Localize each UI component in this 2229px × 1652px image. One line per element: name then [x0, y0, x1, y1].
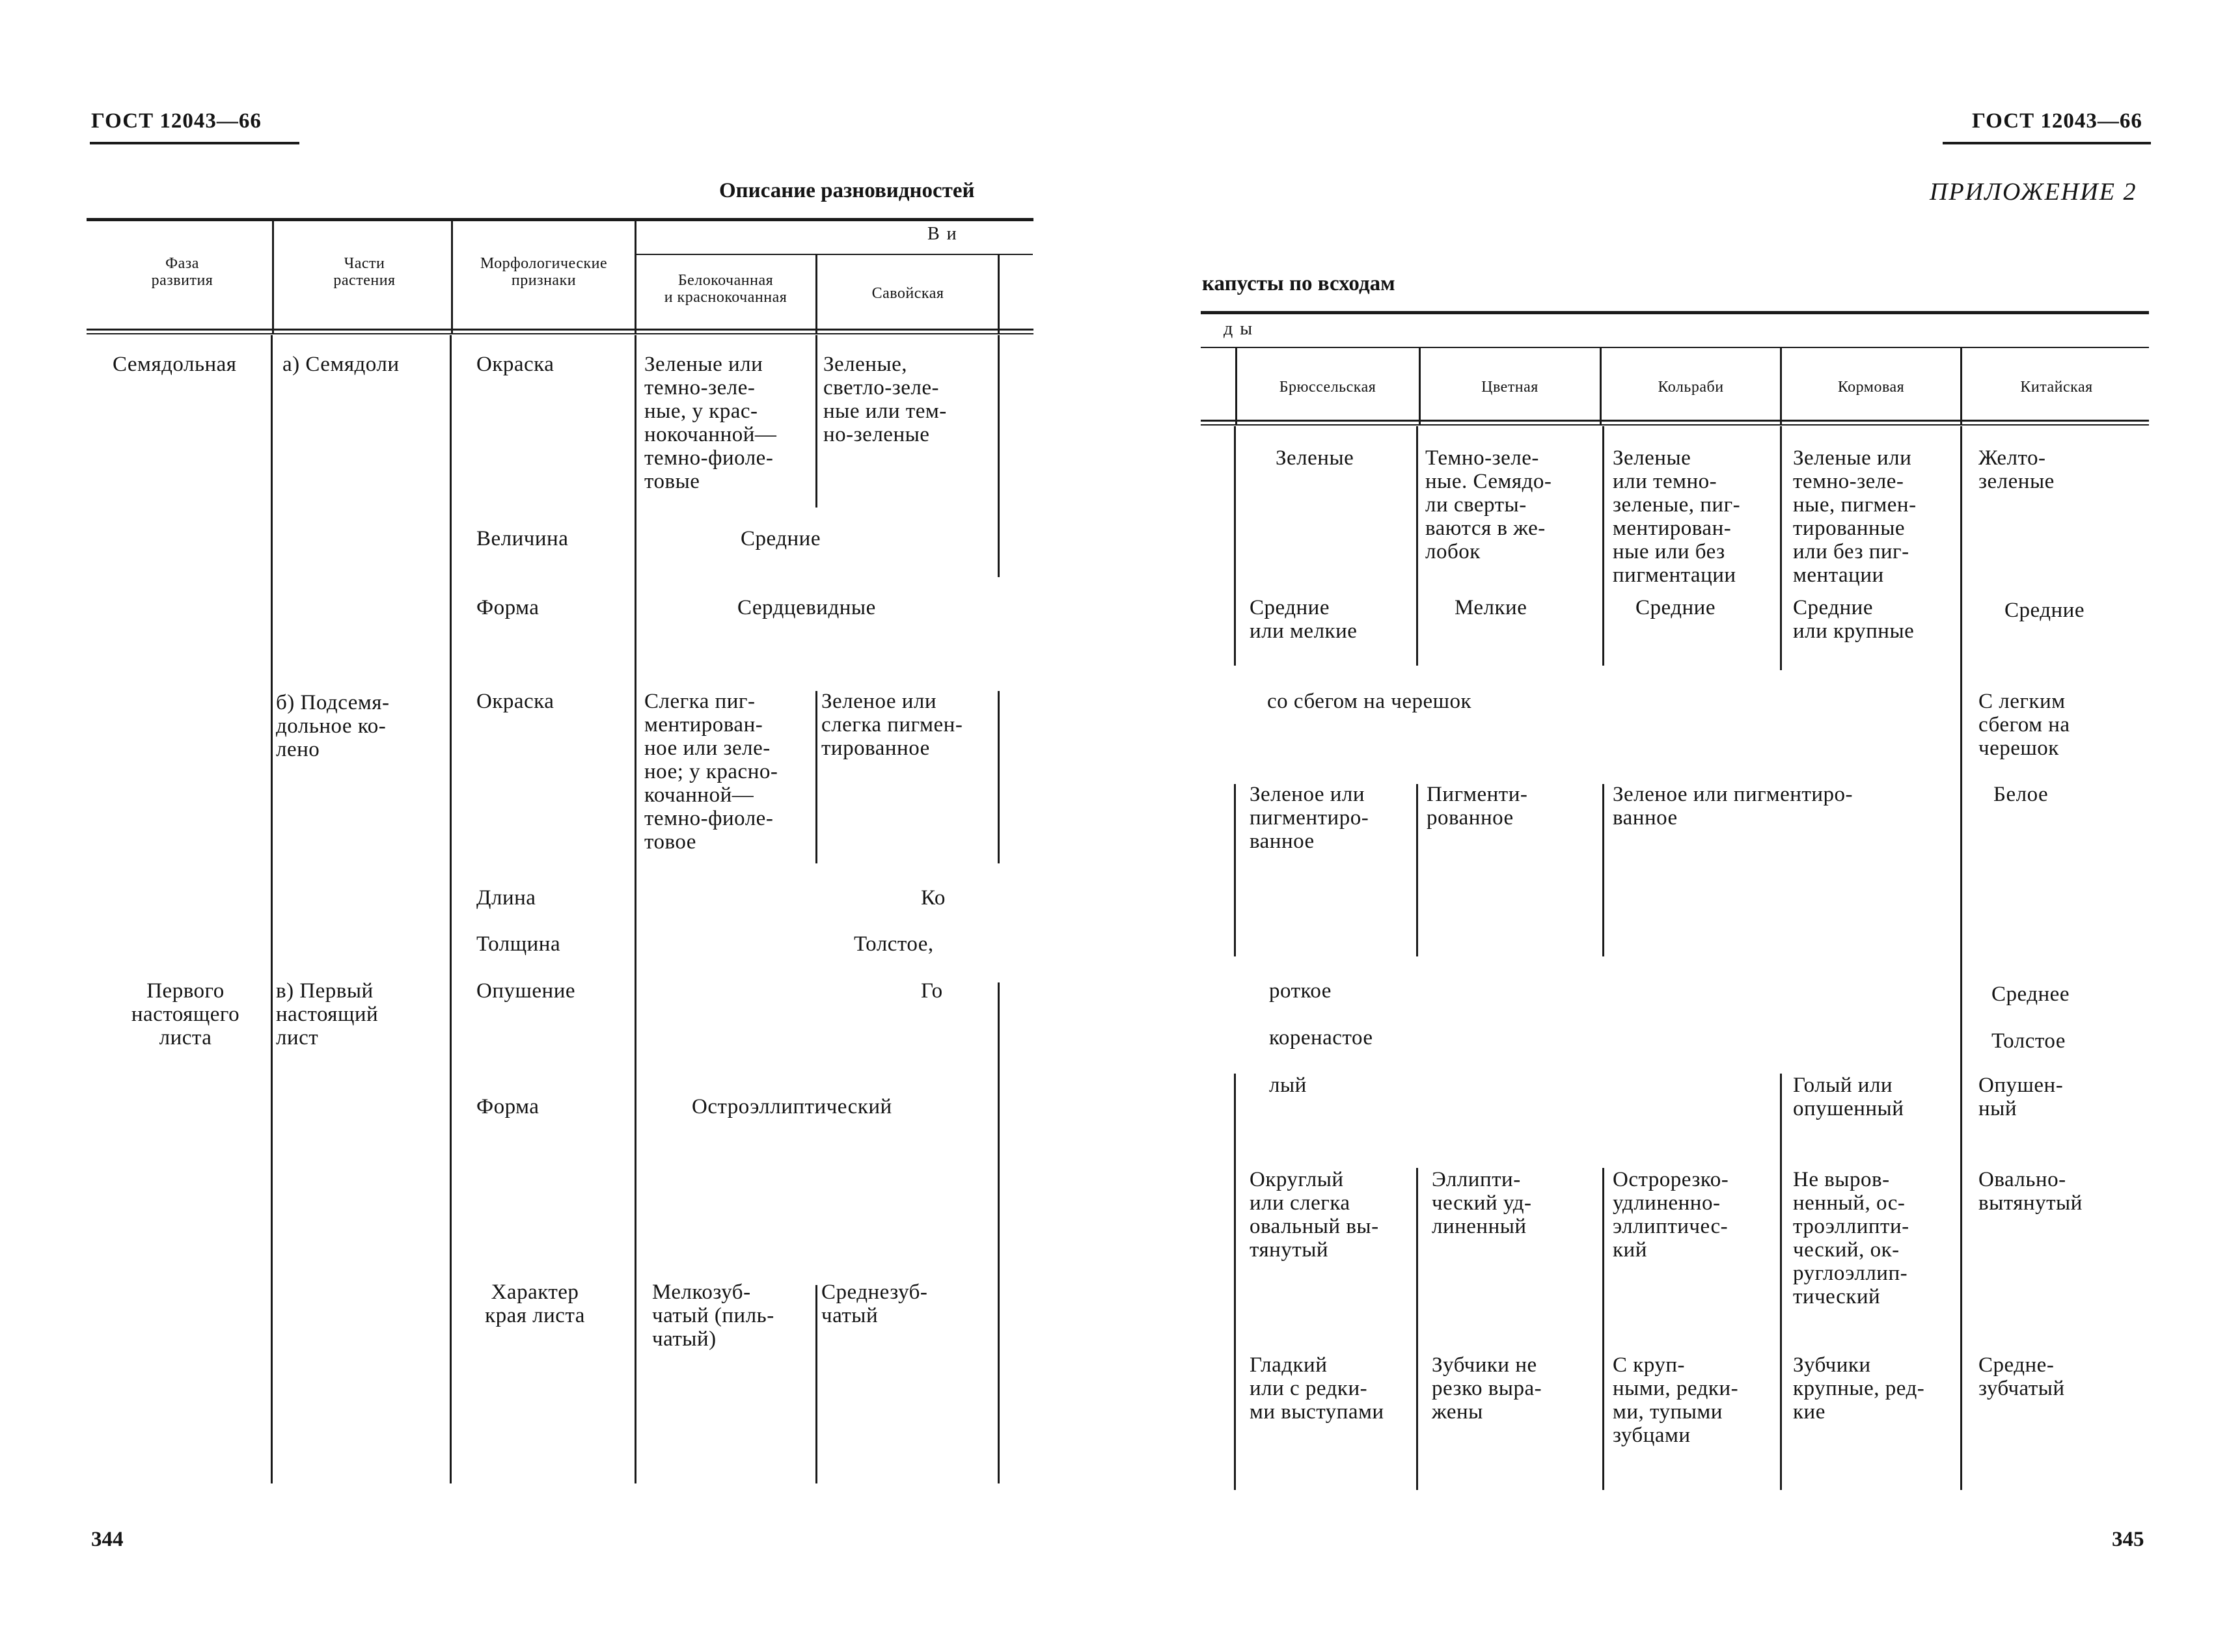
- left-body-vline-5b: [998, 691, 1000, 863]
- trait-thickness: Толщина: [476, 932, 561, 956]
- val-length-fragment: Ко: [921, 886, 946, 910]
- right-body-vline-2b: [1416, 784, 1418, 956]
- val-color1-cauliflower: Темно-зеле- ные. Семядо- ли сверты- ваются в же- лобок: [1425, 446, 1552, 563]
- val-edge-brussels: Гладкий или с редки- ми выступами: [1250, 1353, 1384, 1424]
- right-standard-header: ГОСТ 12043—66: [1972, 109, 2142, 133]
- val-color2-white: Слегка пиг- ментирован- ное или зеле- ное; у красно- кочанной— темно-фиоле- товое: [644, 690, 778, 854]
- val-size-brussels: Средние или мелкие: [1250, 596, 1358, 643]
- trait-pubescence: Опушение: [476, 979, 576, 1003]
- left-body-vline-4a: [815, 335, 817, 508]
- left-body-vline-4c: [815, 1285, 817, 1483]
- val-color1-chinese: Желто- зеленые: [1978, 446, 2055, 493]
- right-body-vline-1a: [1234, 426, 1236, 666]
- trait-color-2: Окраска: [476, 690, 554, 713]
- left-hdr-vline-1: [272, 221, 274, 333]
- part-cotyledons: а) Семядоли: [282, 353, 400, 376]
- right-hdr-vline-4: [1780, 348, 1782, 425]
- val-thickness-fragment: Толстое,: [854, 932, 934, 956]
- val-length-span: роткое: [1269, 979, 1332, 1003]
- left-header-bottom-rule: [87, 329, 1033, 331]
- left-header-split: В и: [927, 224, 958, 244]
- right-body-vline-4a: [1780, 426, 1782, 670]
- left-header-bottom-rule-2: [87, 333, 1033, 334]
- col-header-fodder: Кормовая: [1837, 379, 1905, 396]
- trait-form-1: Форма: [476, 596, 540, 619]
- val-thickness-span: коренастое: [1269, 1026, 1373, 1049]
- right-subheader-rule: [1201, 347, 2149, 348]
- val-edge-cauliflower: Зубчики не резко выра- жены: [1432, 1353, 1542, 1424]
- right-body-vline-5: [1960, 426, 1962, 1490]
- left-hdr-vline-4: [815, 255, 817, 333]
- trait-form-2: Форма: [476, 1095, 540, 1118]
- right-body-vline-2c: [1416, 1168, 1418, 1490]
- left-body-vline-5a: [998, 335, 1000, 577]
- val-form2-kohlrabi: Острорезко- удлиненно- эллиптичес- кий: [1613, 1168, 1729, 1262]
- left-header-underline: [90, 142, 299, 144]
- val-color1-brussels: Зеленые: [1276, 446, 1354, 470]
- right-body-vline-3a: [1602, 426, 1604, 666]
- phase-cotyledon: Семядольная: [113, 353, 237, 376]
- val-color2-kohlrabi: Зеленое или пигментиро- ванное: [1613, 783, 1853, 830]
- val-edge-chinese: Средне- зубчатый: [1978, 1353, 2065, 1400]
- right-header-bottom-rule: [1201, 420, 2149, 422]
- left-table-top-rule: [87, 218, 1033, 221]
- trait-color-1: Окраска: [476, 353, 554, 376]
- col-header-chinese: Китайская: [2020, 379, 2093, 396]
- col-header-white-red: Белокочанная и краснокочанная: [664, 272, 787, 306]
- right-hdr-vline-1: [1235, 348, 1237, 425]
- val-color2-savoy: Зеленое или слегка пигмен- тированное: [821, 690, 963, 760]
- right-hdr-vline-2: [1419, 348, 1421, 425]
- val-edge-savoy: Среднезуб- чатый: [821, 1280, 928, 1327]
- val-color1-savoy: Зеленые, светло-зеле- ные или тем- но-зеленые: [823, 353, 947, 446]
- val-size-chinese: Средние: [2004, 599, 2085, 622]
- val-color1-white: Зеленые или темно-зеле- ные, у крас- нокочанной— темно-фиоле- товые: [644, 353, 777, 493]
- trait-leaf-edge: Характер края листа: [485, 1280, 585, 1327]
- left-hdr-vline-2: [451, 221, 453, 333]
- val-form2-brussels: Округлый или слегка овальный вы- тянутый: [1250, 1168, 1379, 1262]
- val-length-chinese: Среднее: [1991, 982, 2070, 1006]
- right-body-vline-2a: [1416, 426, 1418, 666]
- left-standard-header: ГОСТ 12043—66: [91, 109, 262, 133]
- right-body-vline-4b: [1780, 1074, 1782, 1490]
- val-size: Средние: [741, 527, 821, 550]
- left-hdr-vline-5: [998, 255, 1000, 333]
- val-size-kohlrabi: Средние: [1635, 596, 1716, 619]
- val-edge-kohlrabi: С круп- ными, редки- ми, тупыми зубцами: [1613, 1353, 1739, 1447]
- trait-length: Длина: [476, 886, 536, 910]
- val-size-fodder: Средние или крупные: [1793, 596, 1915, 643]
- left-body-vline-4b: [815, 691, 817, 863]
- val-form2: Остроэллиптический: [692, 1095, 892, 1118]
- right-table-top-rule: [1201, 311, 2149, 314]
- left-hdr-vline-3: [635, 221, 636, 333]
- val-color2-chinese: Белое: [1993, 783, 2049, 806]
- left-body-vline-1: [271, 335, 273, 1483]
- col-header-parts: Части растения: [333, 255, 396, 289]
- right-page-number: 345: [2112, 1528, 2144, 1551]
- val-form2-chinese: Овально- вытянутый: [1978, 1168, 2083, 1215]
- left-page-number: 344: [91, 1528, 124, 1551]
- right-body-vline-1b: [1234, 784, 1236, 956]
- trait-size: Величина: [476, 527, 569, 550]
- val-size-cauliflower: Мелкие: [1455, 596, 1527, 619]
- val-pubescence-fragment: Го: [921, 979, 943, 1003]
- phase-first-leaf: Первого настоящего листа: [131, 979, 240, 1049]
- val-pubescence-span: лый: [1269, 1074, 1307, 1097]
- val-color1-fodder: Зеленые или темно-зеле- ные, пигмен- тированные или без пиг- ментации: [1793, 446, 1917, 587]
- right-hdr-vline-3: [1600, 348, 1602, 425]
- col-header-cauliflower: Цветная: [1481, 379, 1538, 396]
- part-hypocotyl: б) Подсемя- дольное ко- лено: [276, 691, 390, 761]
- right-body-vline-3b: [1602, 784, 1604, 956]
- val-form1-span: со сбегом на черешок: [1267, 690, 1472, 713]
- val-thickness-chinese: Толстое: [1991, 1029, 2066, 1053]
- right-header-bottom-rule-2: [1201, 424, 2149, 426]
- val-edge-white: Мелкозуб- чатый (пиль- чатый): [652, 1280, 774, 1351]
- left-subheader-rule: [635, 254, 1033, 255]
- val-color1-kohlrabi: Зеленые или темно- зеленые, пиг- ментирован- ные или без пигментации: [1613, 446, 1741, 587]
- val-form2-cauliflower: Эллипти- ческий уд- линенный: [1432, 1168, 1532, 1238]
- col-header-kohlrabi: Кольраби: [1658, 379, 1724, 396]
- left-body-vline-2: [450, 335, 452, 1483]
- val-color2-cauliflower: Пигменти- рованное: [1427, 783, 1528, 830]
- val-color2-brussels: Зеленое или пигментиро- ванное: [1250, 783, 1369, 853]
- left-body-vline-3: [635, 335, 636, 1483]
- val-pubescence-chinese: Опушен- ный: [1978, 1074, 2064, 1120]
- right-header-split: д ы: [1224, 319, 1254, 339]
- left-table-title: Описание разновидностей: [719, 179, 975, 202]
- col-header-savoy: Савойская: [871, 285, 944, 302]
- val-pubescence-fodder: Голый или опушенный: [1793, 1074, 1904, 1120]
- right-body-vline-3c: [1602, 1168, 1604, 1490]
- val-form1-chinese: С легким сбегом на черешок: [1978, 690, 2070, 760]
- col-header-morph: Морфологические признаки: [480, 255, 608, 289]
- right-header-underline: [1943, 142, 2151, 144]
- val-form1: Сердцевидные: [737, 596, 876, 619]
- col-header-phase: Фаза развития: [151, 255, 213, 289]
- appendix-label: ПРИЛОЖЕНИЕ 2: [1930, 178, 2137, 206]
- part-first-leaf: в) Первый настоящий лист: [276, 979, 379, 1049]
- val-form2-fodder: Не выров- ненный, ос- троэллипти- ческий, ок- руглоэллип- тический: [1793, 1168, 1909, 1308]
- val-edge-fodder: Зубчики крупные, ред- кие: [1793, 1353, 1925, 1424]
- right-body-vline-1c: [1234, 1074, 1236, 1490]
- right-hdr-vline-5: [1960, 348, 1962, 425]
- left-body-vline-5c: [998, 982, 1000, 1483]
- col-header-brussels: Брюссельская: [1279, 379, 1376, 396]
- right-table-title: капусты по всходам: [1202, 272, 1395, 295]
